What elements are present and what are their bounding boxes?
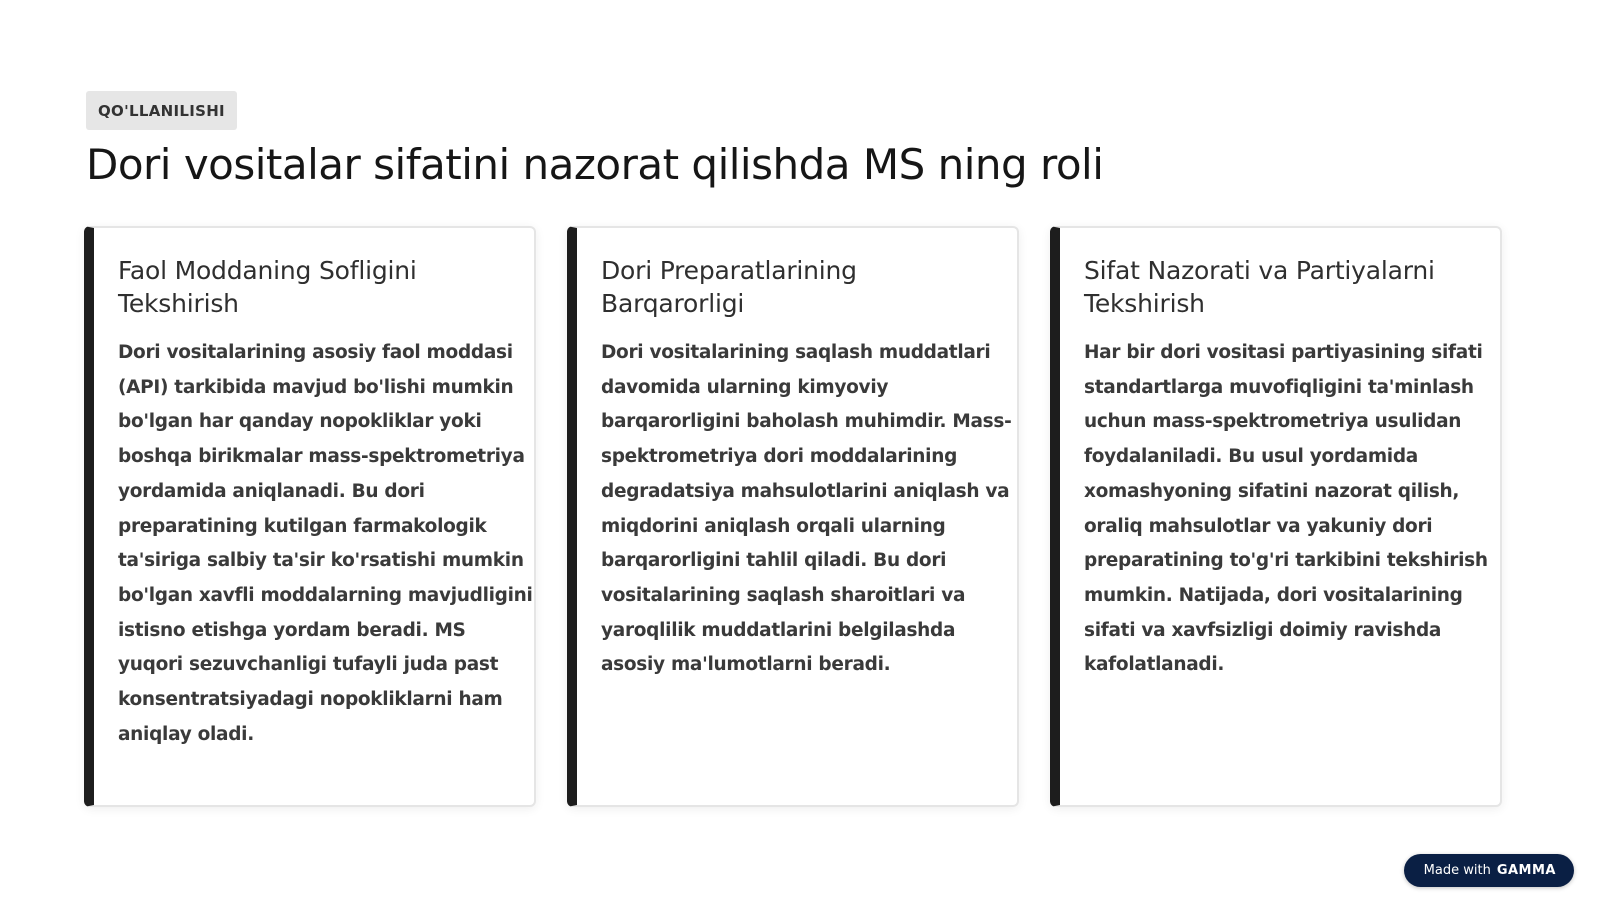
- gamma-logo: GAMMA: [1496, 863, 1556, 878]
- card-quality-control: [1050, 226, 1502, 807]
- card-row: [84, 226, 1514, 810]
- card-text: Dori vositalarining asosiy faol moddasi (API) tarkibida mavjud bo'lishi mumkin bo'lgan har qanday nopokliklar yoki boshqa birikmalar mass-spektrometriya yordamida aniqlanadi. Bu dori preparatining kutilgan farmakologik ta'siriga salbiy ta'sir ko'rsatishi mumkin bo'lgan xavfli moddalarning mavjudligini istisno etishga yordam beradi. MS yuqori sezuvchanligi tufayli juda past konsentratsiyadagi nopokliklarni ham aniqlay oladi.: [118, 342, 533, 745]
- card-api-purity: [84, 226, 536, 807]
- card-text: Dori vositalarining saqlash muddatlari davomida ularning kimyoviy barqarorligini baholash muhimdir. Mass-spektrometriya dori moddalarining degradatsiya mahsulotlarini aniqlash va miqdorini aniqlash orqali ularning barqarorligini tahlil qiladi. Bu dori vositalarining saqlash sharoitlari va yaroqlilik muddatlarini belgilashda asosiy ma'lumotlarni beradi.: [601, 342, 1012, 676]
- card-title: Faol Moddaning Sofligini Tekshirish: [118, 256, 417, 318]
- section-tag: QO'LLANILISHI: [86, 91, 237, 130]
- card-stability: [567, 226, 1019, 807]
- slide-title: Dori vositalar sifatini nazorat qilishda MS ning roli: [86, 140, 1104, 189]
- made-with-gamma-badge[interactable]: [1404, 854, 1574, 887]
- card-title: Sifat Nazorati va Partiyalarni Tekshirish: [1084, 256, 1435, 318]
- card-title: Dori Preparatlarining Barqarorligi: [601, 256, 857, 318]
- card-text: Har bir dori vositasi partiyasining sifati standartlarga muvofiqligini ta'minlash uchun mass-spektrometriya usulidan foydalaniladi. Bu usul yordamida xomashyoning sifatini nazorat qilish, oraliq mahsulotlar va yakuniy dori preparatining to'g'ri tarkibini tekshirish mumkin. Natijada, dori vositalarining sifati va xavfsizligi doimiy ravishda kafolatlanadi.: [1084, 342, 1488, 676]
- badge-prefix: Made with: [1423, 863, 1491, 878]
